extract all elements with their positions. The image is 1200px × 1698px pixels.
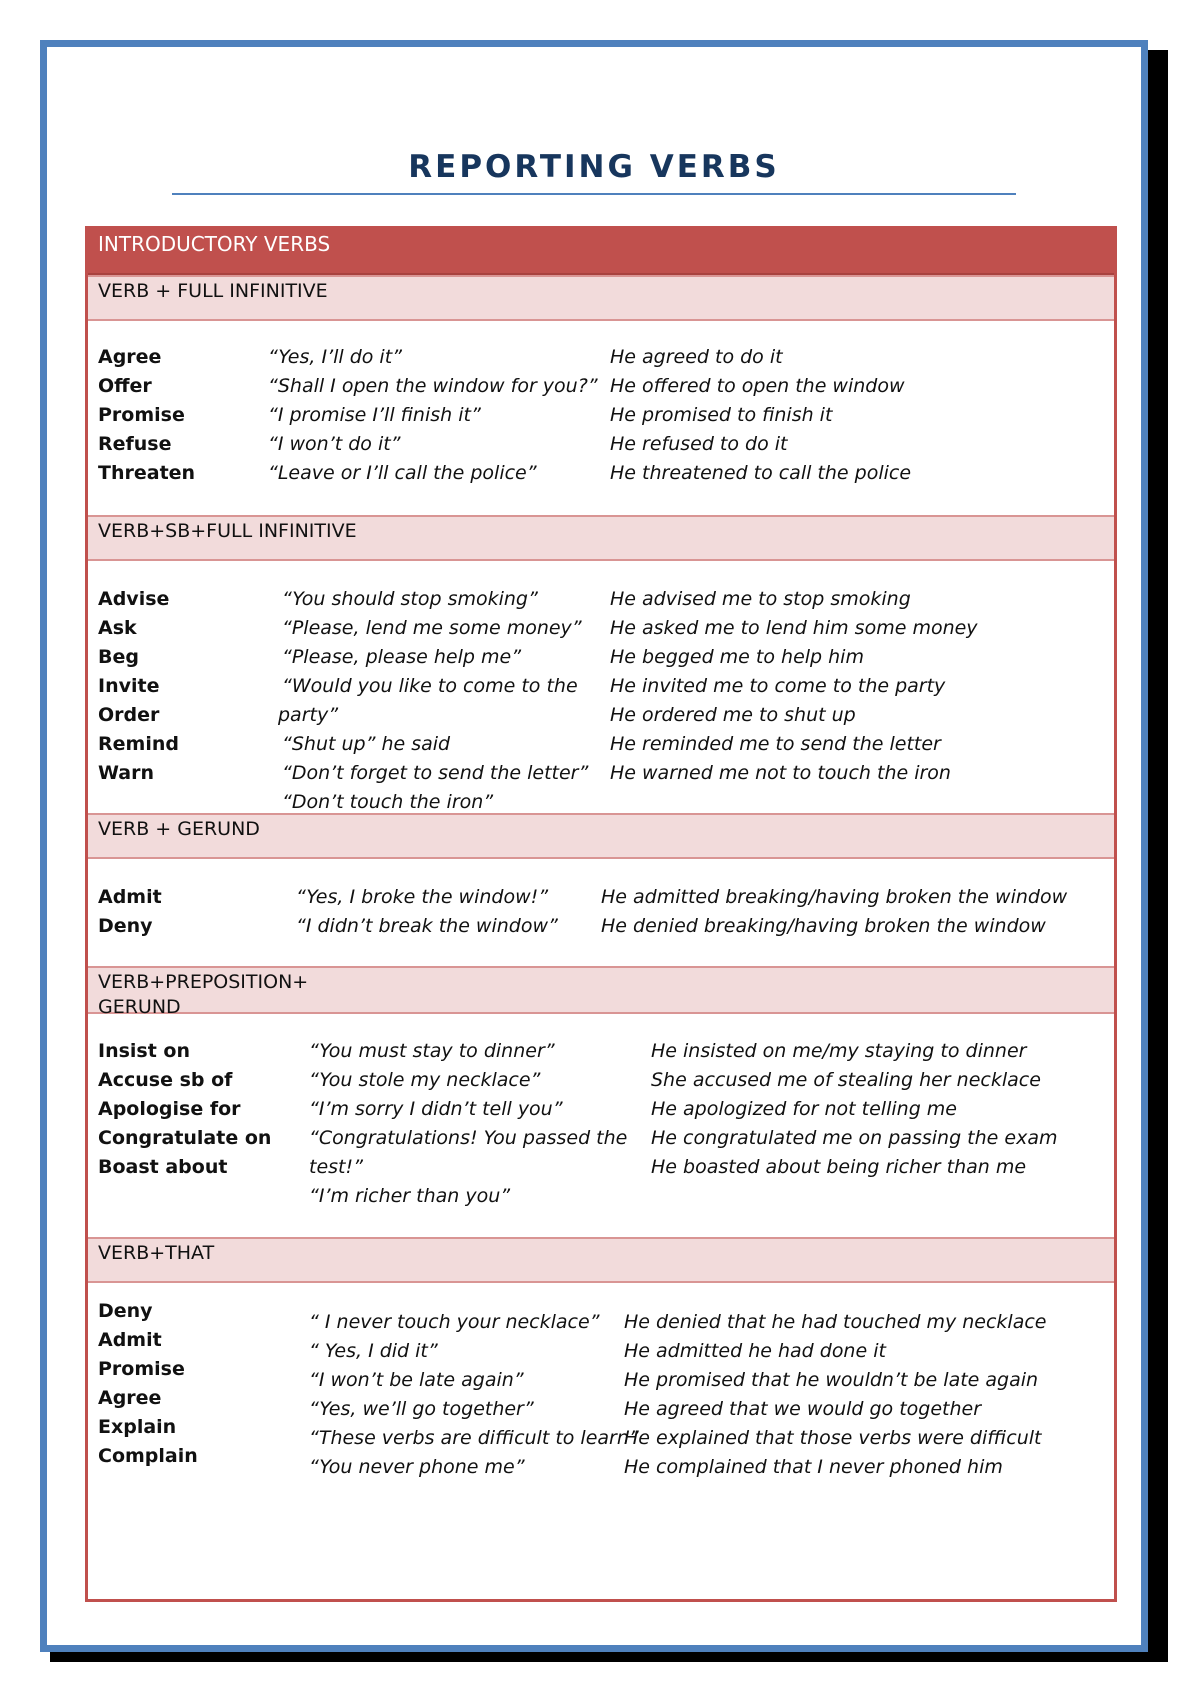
verb: Accuse sb of [98,1069,233,1091]
list-item [88,612,1114,644]
reported-sentence: He insisted on me/my staying to dinner [651,1040,1027,1062]
verb: Admit [98,1329,162,1351]
verb: Insist on [98,1040,191,1062]
direct-quote: “You must stay to dinner” [309,1040,555,1062]
verb: Refuse [98,433,172,455]
direct-quote: “Shall I open the window for you?” [268,375,598,397]
verb: Promise [98,404,185,426]
verb: Invite [98,675,160,697]
reported-sentence: He complained that I never phoned him [624,1456,1003,1478]
list-item [88,583,1114,615]
list-item [88,1064,1114,1096]
direct-quote: “You should stop smoking” [282,588,538,610]
verb: Offer [98,375,152,397]
reported-sentence: He admitted he had done it [624,1340,886,1362]
direct-quote: test!” [309,1156,363,1178]
page-title: REPORTING VERBS [408,149,780,185]
reported-sentence: He refused to do it [610,433,788,455]
reported-sentence: He reminded me to send the letter [610,733,941,755]
direct-quote: “Leave or I’ll call the police” [268,462,537,484]
direct-quote: “These verbs are difficult to learn” [309,1427,639,1449]
page-frame [40,40,1148,1652]
section-header-line: VERB+PREPOSITION+ [98,971,309,993]
section-header: VERB + FULL INFINITIVE [88,275,1114,321]
list-item [88,457,1114,489]
reported-sentence: He ordered me to shut up [610,704,856,726]
verb: Congratulate on [98,1127,272,1149]
direct-quote: “Don’t touch the iron” [282,791,494,813]
direct-quote: “ Yes, I did it” [309,1340,438,1362]
list-item [88,1122,1114,1154]
verb: Complain [98,1445,198,1467]
direct-quote: “Please, lend me some money” [282,617,582,639]
list-item [88,370,1114,402]
list-item [88,428,1114,460]
direct-quote: “I promise I’ll finish it” [268,404,481,426]
verb: Beg [98,646,139,668]
verb: Boast about [98,1156,228,1178]
reported-sentence: He agreed to do it [610,346,783,368]
reported-sentence: He asked me to lend him some money [610,617,978,639]
direct-quote: “Would you like to come to the [282,675,578,697]
direct-quote: “I won’t be late again” [309,1369,524,1391]
direct-quote: “You stole my necklace” [309,1069,541,1091]
verbs-table [85,226,1117,1602]
direct-quote: “Yes, I’ll do it” [268,346,403,368]
section-header: VERB + GERUND [88,813,1114,859]
section-header-line: GERUND [98,996,181,1018]
verb: Explain [98,1416,177,1438]
list-item [88,341,1114,373]
reported-sentence: He warned me not to touch the iron [610,762,951,784]
list-item [88,1151,1114,1183]
direct-quote: “I’m sorry I didn’t tell you” [309,1098,563,1120]
direct-quote: “I won’t do it” [268,433,401,455]
title-underline [172,193,1016,195]
direct-quote: “Please, please help me” [282,646,522,668]
reported-sentence: He denied breaking/having broken the window [601,915,1046,937]
reported-sentence: He offered to open the window [610,375,905,397]
reported-sentence: He congratulated me on passing the exam [651,1127,1058,1149]
verb: Threaten [98,462,196,484]
verb: Ask [98,617,137,639]
verb: Advise [98,588,170,610]
list-item [88,1451,1114,1483]
direct-quote: “Shut up” he said [282,733,451,755]
direct-quote: “Yes, I broke the window!” [296,886,549,908]
list-item [88,728,1114,760]
verb: Order [98,704,160,726]
verb: Warn [98,762,154,784]
list-item [88,1180,1114,1212]
section-header: VERB+SB+FULL INFINITIVE [88,515,1114,561]
reported-sentence: He promised to finish it [610,404,833,426]
reported-sentence: He threatened to call the police [610,462,912,484]
verb: Deny [98,915,153,937]
list-item [88,881,1114,913]
list-item [88,1035,1114,1067]
reported-sentence: He begged me to help him [610,646,864,668]
reported-sentence: He admitted breaking/having broken the window [601,886,1068,908]
reported-sentence: He agreed that we would go together [624,1398,982,1420]
intro-header: INTRODUCTORY VERBS [88,229,1114,275]
list-item [88,699,1114,731]
reported-sentence: He promised that he wouldn’t be late again [624,1369,1039,1391]
reported-sentence: He apologized for not telling me [651,1098,957,1120]
reported-sentence: He boasted about being richer than me [651,1156,1027,1178]
section-header [88,966,1114,1018]
direct-quote: “Congratulations! You passed the [309,1127,628,1149]
list-item [88,910,1114,942]
verb: Apologise for [98,1098,241,1120]
list-item [88,670,1114,702]
verb: Agree [98,346,162,368]
direct-quote: “Yes, we’ll go together” [309,1398,534,1420]
list-item [88,757,1114,789]
list-item [88,641,1114,673]
list-item [88,1093,1114,1125]
reported-sentence: He advised me to stop smoking [610,588,911,610]
direct-quote: “ I never touch your necklace” [309,1311,600,1333]
reported-sentence: He invited me to come to the party [610,675,946,697]
direct-quote: party” [278,704,339,726]
verb: Remind [98,733,179,755]
direct-quote: “I’m richer than you” [309,1185,511,1207]
verb: Admit [98,886,162,908]
direct-quote: “I didn’t break the window” [296,915,558,937]
reported-sentence: He denied that he had touched my necklace [624,1311,1047,1333]
reported-sentence: He explained that those verbs were difficult [624,1427,1042,1449]
verb: Promise [98,1358,185,1380]
direct-quote: “You never phone me” [309,1456,525,1478]
section-header: VERB+THAT [88,1237,1114,1283]
verb: Agree [98,1387,162,1409]
direct-quote: “Don’t forget to send the letter” [282,762,589,784]
verb: Deny [98,1300,153,1322]
list-item [88,399,1114,431]
reported-sentence: She accused me of stealing her necklace [651,1069,1041,1091]
